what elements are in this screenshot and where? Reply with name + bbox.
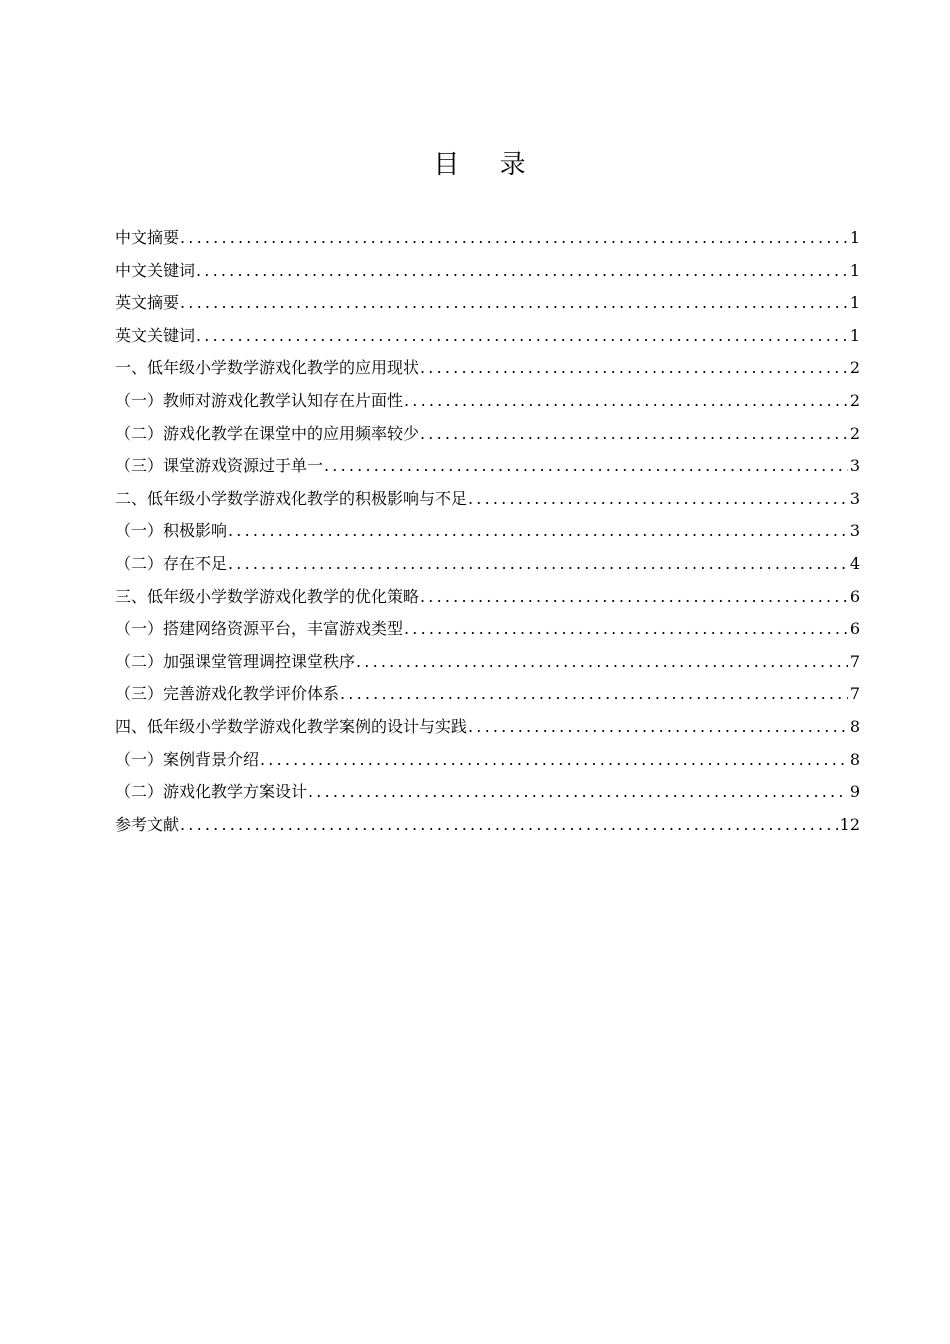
toc-entry-label: 参考文献 — [115, 814, 180, 834]
toc-entry-label: 中文摘要 — [115, 228, 180, 247]
toc-entry[interactable] — [115, 517, 860, 550]
toc-entry-page: 3 — [849, 456, 860, 476]
toc-entry-page: 12 — [839, 814, 860, 834]
toc-entry-label: （三）完善游戏化教学评价体系 — [115, 684, 340, 704]
toc-entry-page: 1 — [849, 228, 860, 247]
toc-entry-label: 二、低年级小学数学游戏化教学的积极影响与不足 — [115, 488, 468, 508]
toc-entry-label: （二）存在不足 — [115, 553, 228, 573]
toc-entry-label: （一）教师对游戏化教学认知存在片面性 — [115, 390, 404, 410]
toc-entry-label: （二）游戏化教学在课堂中的应用频率较少 — [115, 423, 420, 443]
toc-dot-leader — [308, 778, 848, 806]
toc-entry-page: 3 — [849, 521, 860, 541]
toc-dot-leader — [324, 452, 848, 480]
toc-entry[interactable] — [115, 257, 860, 290]
toc-dot-leader — [180, 224, 848, 252]
toc-dot-leader — [420, 354, 848, 382]
toc-entry[interactable] — [115, 452, 860, 485]
toc-entry-label: 一、低年级小学数学游戏化教学的应用现状 — [115, 358, 420, 378]
toc-entry-page: 1 — [849, 293, 860, 313]
toc-entry-label: 四、低年级小学数学游戏化教学案例的设计与实践 — [115, 716, 468, 736]
toc-entry-page: 7 — [849, 684, 860, 704]
toc-entry[interactable] — [115, 713, 860, 746]
toc-entry-page: 8 — [849, 749, 860, 769]
table-of-contents — [115, 224, 860, 843]
toc-entry[interactable] — [115, 322, 860, 355]
toc-dot-leader — [180, 289, 848, 317]
toc-dot-leader — [468, 713, 848, 741]
toc-dot-leader — [340, 680, 848, 708]
toc-title: 目 录 — [433, 150, 542, 180]
toc-entry[interactable] — [115, 778, 860, 811]
toc-entry-page: 3 — [849, 488, 860, 508]
toc-entry-page: 7 — [849, 651, 860, 671]
toc-entry-page: 1 — [849, 260, 860, 280]
toc-entry-label: 三、低年级小学数学游戏化教学的优化策略 — [115, 586, 420, 606]
toc-entry[interactable] — [115, 224, 860, 257]
toc-entry[interactable] — [115, 420, 860, 453]
toc-entry[interactable] — [115, 550, 860, 583]
toc-dot-leader — [228, 550, 848, 578]
toc-dot-leader — [196, 257, 848, 285]
toc-dot-leader — [404, 387, 848, 415]
toc-entry[interactable] — [115, 485, 860, 518]
toc-entry-label: （一）案例背景介绍 — [115, 749, 260, 769]
toc-entry-page: 1 — [849, 325, 860, 345]
toc-entry-label: 英文关键词 — [115, 325, 196, 345]
toc-entry-page: 8 — [849, 716, 860, 736]
toc-dot-leader — [404, 615, 848, 643]
toc-entry-page: 6 — [849, 586, 860, 606]
toc-entry-page: 2 — [849, 390, 860, 410]
toc-entry[interactable] — [115, 387, 860, 420]
toc-dot-leader — [468, 485, 848, 513]
toc-dot-leader — [420, 420, 848, 448]
toc-entry[interactable] — [115, 354, 860, 387]
toc-dot-leader — [260, 746, 848, 774]
toc-entry-page: 9 — [849, 782, 860, 802]
toc-entry[interactable] — [115, 289, 860, 322]
toc-dot-leader — [196, 322, 848, 350]
toc-entry-page: 2 — [849, 358, 860, 378]
toc-dot-leader — [228, 517, 848, 545]
toc-dot-leader — [180, 811, 838, 839]
toc-entry[interactable] — [115, 680, 860, 713]
toc-dot-leader — [420, 583, 848, 611]
toc-entry-label: （二）游戏化教学方案设计 — [115, 782, 308, 802]
toc-dot-leader — [356, 648, 848, 676]
toc-entry[interactable] — [115, 811, 860, 844]
toc-entry[interactable] — [115, 583, 860, 616]
toc-entry[interactable] — [115, 615, 860, 648]
toc-entry-label: 英文摘要 — [115, 293, 180, 313]
toc-entry-page: 6 — [849, 619, 860, 639]
toc-entry-page: 2 — [849, 423, 860, 443]
toc-entry-page: 4 — [849, 553, 860, 573]
toc-entry-label: （一）积极影响 — [115, 521, 228, 541]
toc-entry-label: （一）搭建网络资源平台，丰富游戏类型 — [115, 619, 404, 639]
toc-entry[interactable] — [115, 648, 860, 681]
toc-entry-label: （三）课堂游戏资源过于单一 — [115, 456, 324, 476]
toc-entry[interactable] — [115, 746, 860, 779]
toc-entry-label: 中文关键词 — [115, 260, 196, 280]
toc-entry-label: （二）加强课堂管理调控课堂秩序 — [115, 651, 356, 671]
